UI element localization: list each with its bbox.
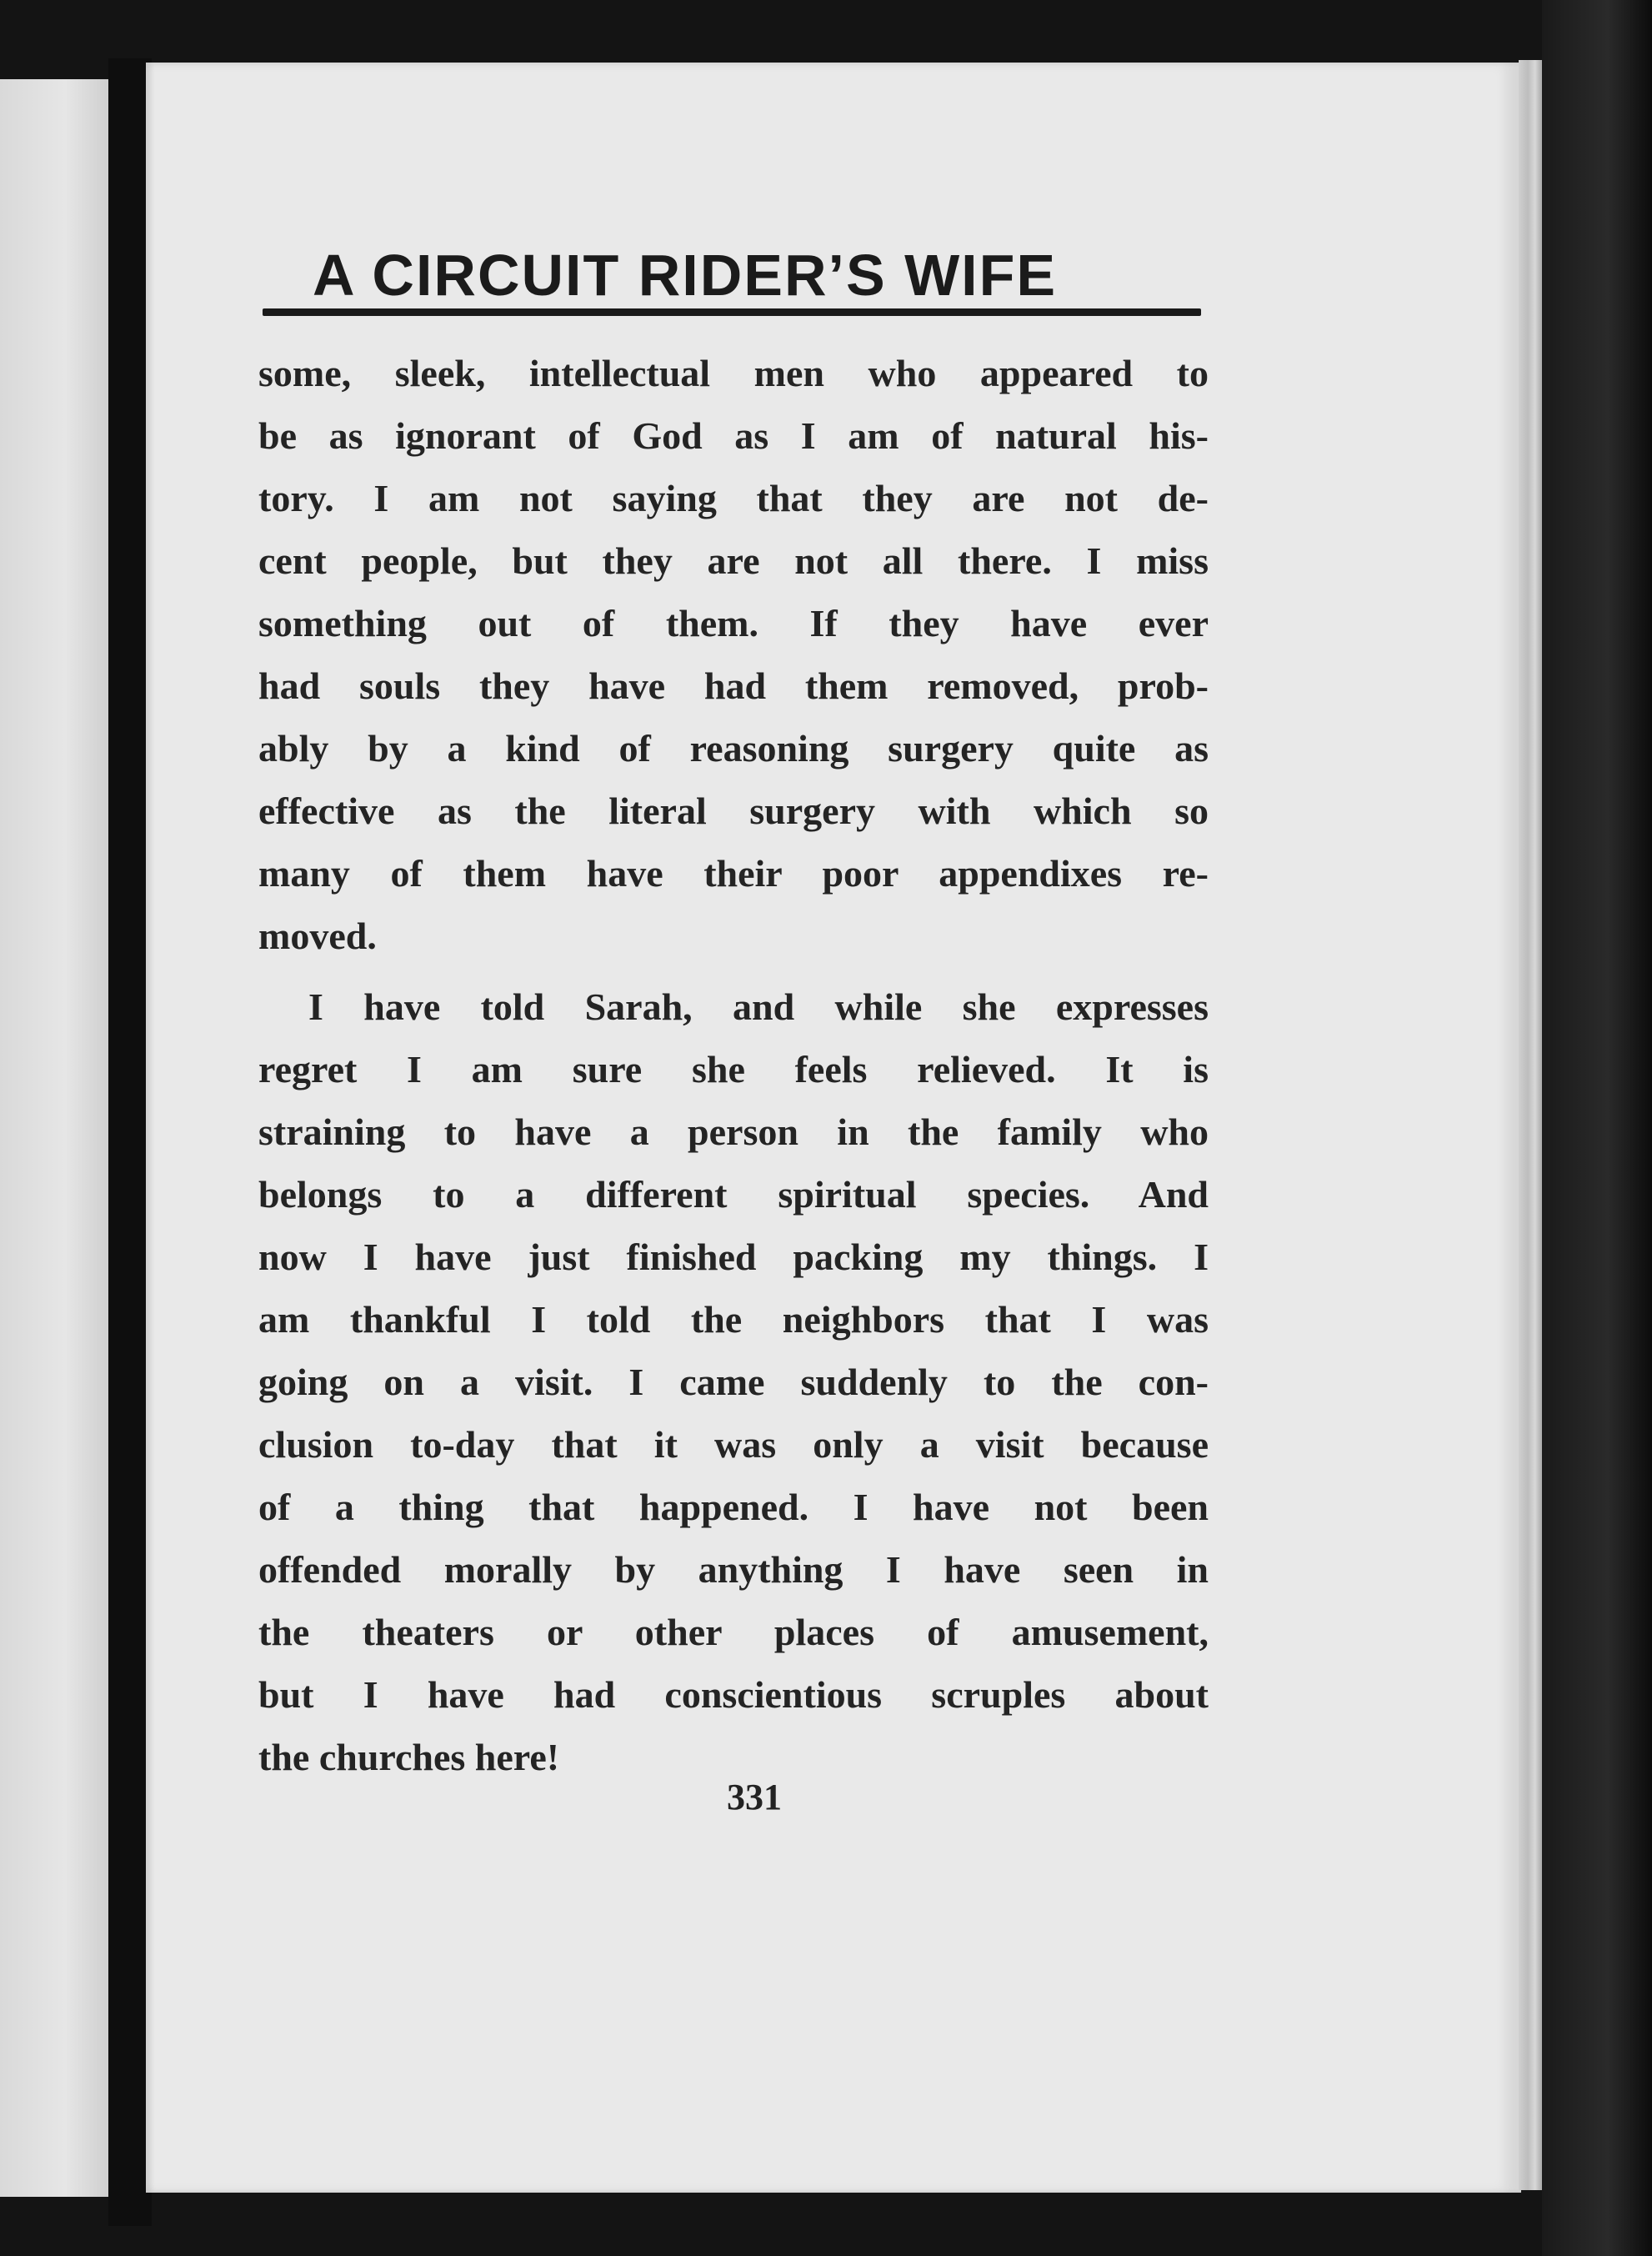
page-number: 331 <box>727 1777 782 1817</box>
page-number-row <box>0 1776 1652 1818</box>
page-stack-edge <box>1519 60 1542 2190</box>
text-line: moved. <box>258 915 377 957</box>
running-head: A CIRCUIT RIDER’S WIFE <box>313 243 1058 308</box>
text-line: going on a visit. I came suddenly to the con- <box>258 1361 1209 1403</box>
running-head-rule <box>263 308 1201 316</box>
text-line: some, sleek, intellectual men who appeared to <box>258 352 1209 394</box>
text-line: the churches here! <box>258 1736 560 1778</box>
text-line: be as ignorant of God as I am of natural his- <box>258 414 1209 457</box>
text-line: clusion to-day that it was only a visit because <box>258 1423 1209 1466</box>
text-line: belongs to a different spiritual species. And <box>258 1173 1209 1216</box>
text-line: offended morally by anything I have seen in <box>258 1548 1209 1591</box>
text-line: had souls they have had them removed, prob- <box>258 664 1209 707</box>
body-text <box>258 342 1209 1788</box>
text-line: the theaters or other places of amusement, <box>258 1611 1209 1653</box>
text-line: effective as the literal surgery with which so <box>258 790 1209 832</box>
text-line: many of them have their poor appendixes re- <box>258 852 1209 895</box>
text-line: something out of them. If they have ever <box>258 602 1209 644</box>
text-line: now I have just finished packing my things. I <box>258 1236 1209 1278</box>
text-line: of a thing that happened. I have not been <box>258 1486 1209 1528</box>
text-line: tory. I am not saying that they are not de- <box>258 477 1209 519</box>
text-line: I have told Sarah, and while she expresses <box>308 985 1209 1028</box>
text-line: but I have had conscientious scruples about <box>258 1673 1209 1716</box>
text-line: am thankful I told the neighbors that I was <box>258 1298 1209 1341</box>
scan-background <box>1542 0 1652 2256</box>
paragraph <box>258 342 1209 967</box>
text-line: regret I am sure she feels relieved. It is <box>258 1048 1209 1090</box>
text-line: cent people, but they are not all there. I miss <box>258 539 1209 582</box>
paragraph-gap <box>258 967 1209 975</box>
text-line: straining to have a person in the family who <box>258 1110 1209 1153</box>
text-line: ably by a kind of reasoning surgery quite as <box>258 727 1209 770</box>
paragraph <box>258 975 1209 1788</box>
facing-page-edge <box>0 79 108 2197</box>
